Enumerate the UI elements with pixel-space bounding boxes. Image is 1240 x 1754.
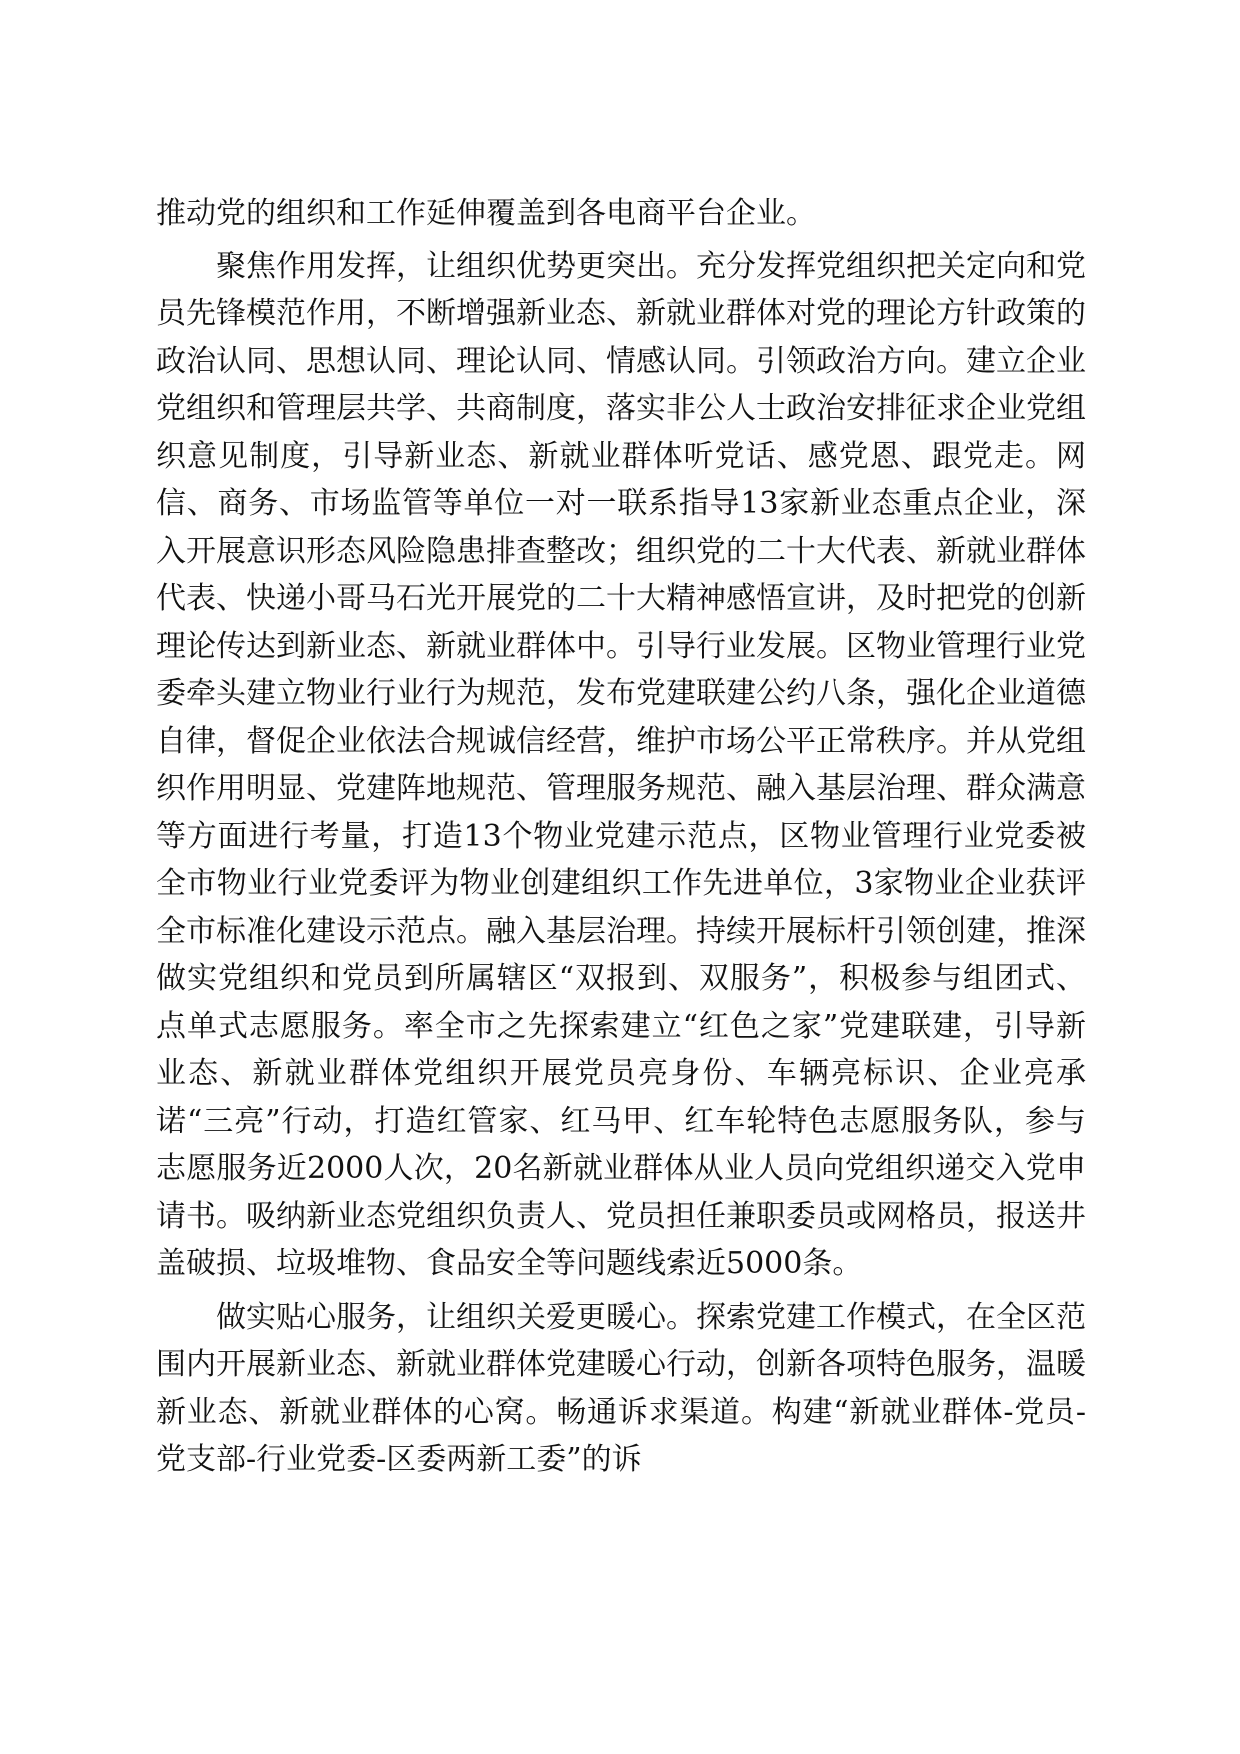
paragraph: 聚焦作用发挥，让组织优势更突出。充分发挥党组织把关定向和党员先锋模范作用，不断增强新业态、新就业群体对党的理论方针政策的政治认同、思想认同、理论认同、情感认同。引领政治方向。建立企业党组织和管理层共学、共商制度，落实非公人士政治安排征求企业党组织意见制度，引导新业态、新就业群体听党话、感党恩、跟党走。网信、商务、市场监管等单位一对一联系指导13家新业态重点企业，深入开展意识形态风险隐患排查整改；组织党的二十大代表、新就业群体代表、快递小哥马石光开展党的二十大精神感悟宣讲，及时把党的创新理论传达到新业态、新就业群体中。引导行业发展。区物业管理行业党委牵头建立物业行业行为规范，发布党建联建公约八条，强化企业道德自律，督促企业依法合规诚信经营，维护市场公平正常秩序。并从党组织作用明显、党建阵地规范、管理服务规范、融入基层治理、群众满意等方面进行考量，打造13个物业党建示范点，区物业管理行业党委被全市物业行业党委评为物业创建组织工作先进单位，3家物业企业获评全市标准化建设示范点。融入基层治理。持续开展标杆引领创建，推深做实党组织和党员到所属辖区“双报到、双服务”，积极参与组团式、点单式志愿服务。率全市之先探索建立“红色之家”党建联建，引导新业态、新就业群体党组织开展党员亮身份、车辆亮标识、企业亮承诺“三亮”行动，打造红管家、红马甲、红车轮特色志愿服务队，参与志愿服务近2000人次，20名新就业群体从业人员向党组织递交入党申请书。吸纳新业态党组织负责人、党员担任兼职委员或网格员，报送井盖破损、垃圾堆物、食品安全等问题线索近5000条。 (156, 248, 1086, 1281)
paragraph: 推动党的组织和工作延伸覆盖到各电商平台企业。 (156, 196, 816, 231)
paragraph: 做实贴心服务，让组织关爱更暖心。探索党建工作模式，在全区范围内开展新业态、新就业群体党建暖心行动，创新各项特色服务，温暖新业态、新就业群体的心窝。畅通诉求渠道。构建“新就业群体-党员-党支部-行业党委-区委两新工委”的诉 (156, 1299, 1086, 1477)
document-body (156, 190, 1086, 1484)
